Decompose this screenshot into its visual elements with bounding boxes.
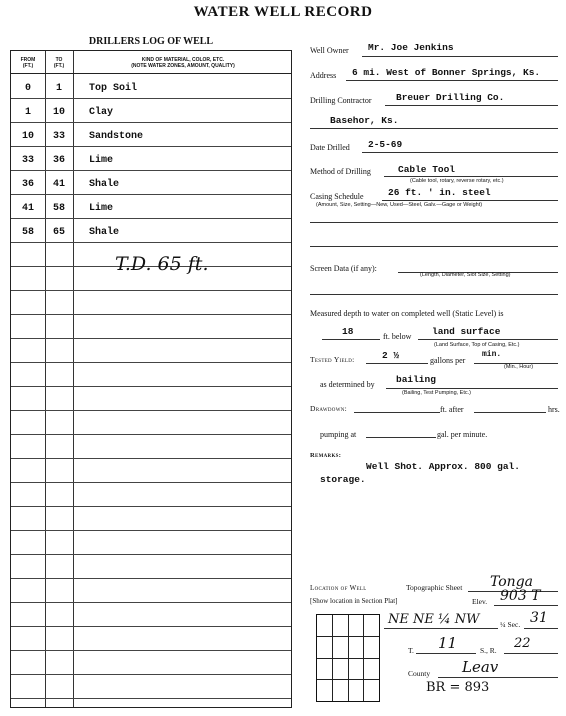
header-to: TO (FT.) (53, 57, 65, 69)
topo-label: Topographic Sheet (406, 583, 463, 592)
method-hint: (Cable tool, rotary, reverse rotary, etc.) (410, 178, 504, 184)
contractor-city: Basehor, Ks. (330, 115, 399, 126)
row-from: 33 (21, 155, 34, 166)
county-label: County (408, 669, 431, 678)
range-label: S., R. (480, 646, 497, 655)
row-to: 65 (52, 227, 65, 238)
address-label: Address (310, 71, 337, 80)
determined-label: as determined by (320, 380, 375, 389)
drawdown-label: Drawdown: (310, 404, 348, 413)
row-material: Lime (89, 155, 114, 166)
determined-hint: (Bailing, Test Pumping, Etc.) (402, 390, 471, 396)
elev-value: 903 T (500, 588, 541, 604)
log-title: DRILLERS LOG OF WELL (88, 36, 214, 47)
form-title: WATER WELL RECORD (193, 4, 373, 20)
casing-label: Casing Schedule (310, 192, 364, 201)
row-from: 58 (21, 227, 34, 238)
method-label: Method of Drilling (310, 167, 371, 176)
remarks-label: Remarks: (310, 452, 342, 459)
address-value: 6 mi. West of Bonner Springs, Ks. (352, 67, 541, 78)
gal-per-minute-label: gal. per minute. (437, 430, 488, 439)
yield-unit-hint: (Min., Hour) (504, 364, 534, 370)
row-material: Top Soil (89, 83, 138, 94)
br-number: BR = 893 (426, 680, 490, 695)
casing-value: 26 ft. ' in. steel (388, 187, 491, 198)
yield-value: 2 ½ (382, 350, 400, 361)
screen-label: Screen Data (if any): (310, 264, 377, 273)
row-to: 33 (52, 131, 65, 142)
section-plat-grid (316, 614, 380, 702)
quarter-value: NE NE ¼ NW (388, 612, 480, 627)
date-label: Date Drilled (310, 143, 350, 152)
owner-value: Mr. Joe Jenkins (368, 42, 454, 53)
row-from: 10 (21, 131, 34, 142)
elev-label: Elev. (472, 597, 488, 606)
header-from: FROM (FT.) (20, 57, 36, 69)
row-from: 41 (21, 203, 34, 214)
sec-value: 31 (530, 610, 548, 626)
date-value: 2-5-69 (368, 139, 403, 150)
yield-label: Tested Yield: (310, 355, 355, 364)
row-to: 36 (52, 155, 65, 166)
yield-unit: min. (482, 350, 502, 359)
row-material: Lime (89, 203, 114, 214)
drillers-log-table (10, 50, 292, 708)
remarks-line-1: Well Shot. Approx. 800 gal. (366, 461, 520, 472)
contractor-value: Breuer Drilling Co. (396, 92, 505, 103)
row-to: 10 (52, 107, 65, 118)
topo-value: Tonga (490, 574, 534, 590)
row-material: Shale (89, 179, 120, 190)
determined-value: bailing (396, 374, 436, 385)
row-to: 1 (55, 83, 62, 94)
township-label: T. (408, 646, 414, 655)
static-depth: 18 (342, 326, 354, 337)
yield-gallons-per: gallons per (430, 356, 466, 365)
location-label: Location of Well (310, 584, 367, 592)
static-level-label: Measured depth to water on completed well (Static Level) is (310, 309, 504, 318)
row-from: 0 (24, 83, 31, 94)
row-to: 58 (52, 203, 65, 214)
owner-label: Well Owner (310, 46, 349, 55)
drawdown-ft-after: ft. after (440, 405, 464, 414)
contractor-label: Drilling Contractor (310, 96, 372, 105)
static-hint: (Land Surface, Top of Casing, Etc.) (434, 342, 520, 348)
row-material: Sandstone (89, 131, 144, 142)
total-depth-note: T.D. 65 ft. (115, 253, 209, 275)
screen-hint: (Length, Diameter, Slot Size, Setting) (420, 272, 511, 278)
row-to: 41 (52, 179, 65, 190)
row-from: 1 (24, 107, 31, 118)
township-value: 11 (438, 634, 458, 652)
row-material: Clay (89, 107, 114, 118)
static-ft-below: ft. below (383, 332, 412, 341)
row-from: 36 (21, 179, 34, 190)
drawdown-hrs: hrs. (548, 405, 560, 414)
casing-hint: (Amount, Size, Setting—New, Used—Steel, Galv.—Gage or Weight) (316, 202, 483, 208)
sec-label: ¼ Sec. (500, 620, 521, 629)
header-material: KIND OF MATERIAL, COLOR, ETC. (NOTE WATER ZONES, AMOUNT, QUALITY) (131, 57, 235, 69)
pumping-at-label: pumping at (320, 430, 357, 439)
section-plat-label: [Show location in Section Plat] (310, 597, 398, 605)
method-value: Cable Tool (398, 164, 456, 175)
county-value: Leav (462, 658, 499, 676)
row-material: Shale (89, 227, 120, 238)
remarks-line-2: storage. (320, 474, 366, 485)
range-value: 22 (514, 636, 531, 651)
static-ref: land surface (432, 326, 501, 337)
